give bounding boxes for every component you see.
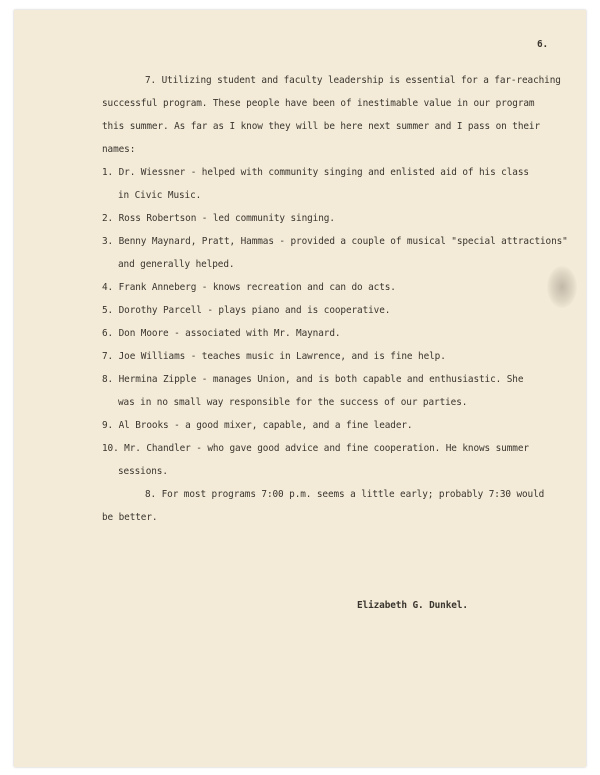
list-item-10-line-2: sessions.	[118, 466, 168, 477]
paragraph-7-line-1: 7. Utilizing student and faculty leadership is essential for a far-reaching	[145, 75, 561, 86]
list-item-2: 2. Ross Robertson - led community singing.	[102, 213, 335, 224]
list-item-1-line-2: in Civic Music.	[118, 190, 202, 201]
paragraph-8-line-1: 8. For most programs 7:00 p.m. seems a little early; probably 7:30 would	[145, 489, 545, 500]
paragraph-8-line-2: be better.	[102, 512, 158, 523]
list-item-3-line-2: and generally helped.	[118, 259, 235, 270]
document-page	[14, 10, 586, 767]
paragraph-7-line-4: names:	[102, 144, 136, 155]
ink-smudge	[547, 266, 577, 308]
list-item-8-line-1: 8. Hermina Zipple - manages Union, and is both capable and enthusiastic. She	[102, 374, 524, 385]
signature: Elizabeth G. Dunkel.	[357, 600, 468, 611]
list-item-6: 6. Don Moore - associated with Mr. Maynard.	[102, 328, 341, 339]
list-item-1-line-1: 1. Dr. Wiessner - helped with community singing and enlisted aid of his class	[102, 167, 529, 178]
list-item-3-line-1: 3. Benny Maynard, Pratt, Hammas - provided a couple of musical "special attractions"	[102, 236, 568, 247]
page-number: 6.	[537, 39, 549, 50]
paragraph-7-line-3: this summer. As far as I know they will be here next summer and I pass on their	[102, 121, 540, 132]
list-item-5: 5. Dorothy Parcell - plays piano and is cooperative.	[102, 305, 391, 316]
paragraph-7-line-2: successful program. These people have been of inestimable value in our program	[102, 98, 535, 109]
list-item-4: 4. Frank Anneberg - knows recreation and can do acts.	[102, 282, 396, 293]
list-item-10-line-1: 10. Mr. Chandler - who gave good advice and fine cooperation. He knows summer	[102, 443, 529, 454]
list-item-9: 9. Al Brooks - a good mixer, capable, and a fine leader.	[102, 420, 413, 431]
list-item-7: 7. Joe Williams - teaches music in Lawrence, and is fine help.	[102, 351, 446, 362]
list-item-8-line-2: was in no small way responsible for the success of our parties.	[118, 397, 468, 408]
